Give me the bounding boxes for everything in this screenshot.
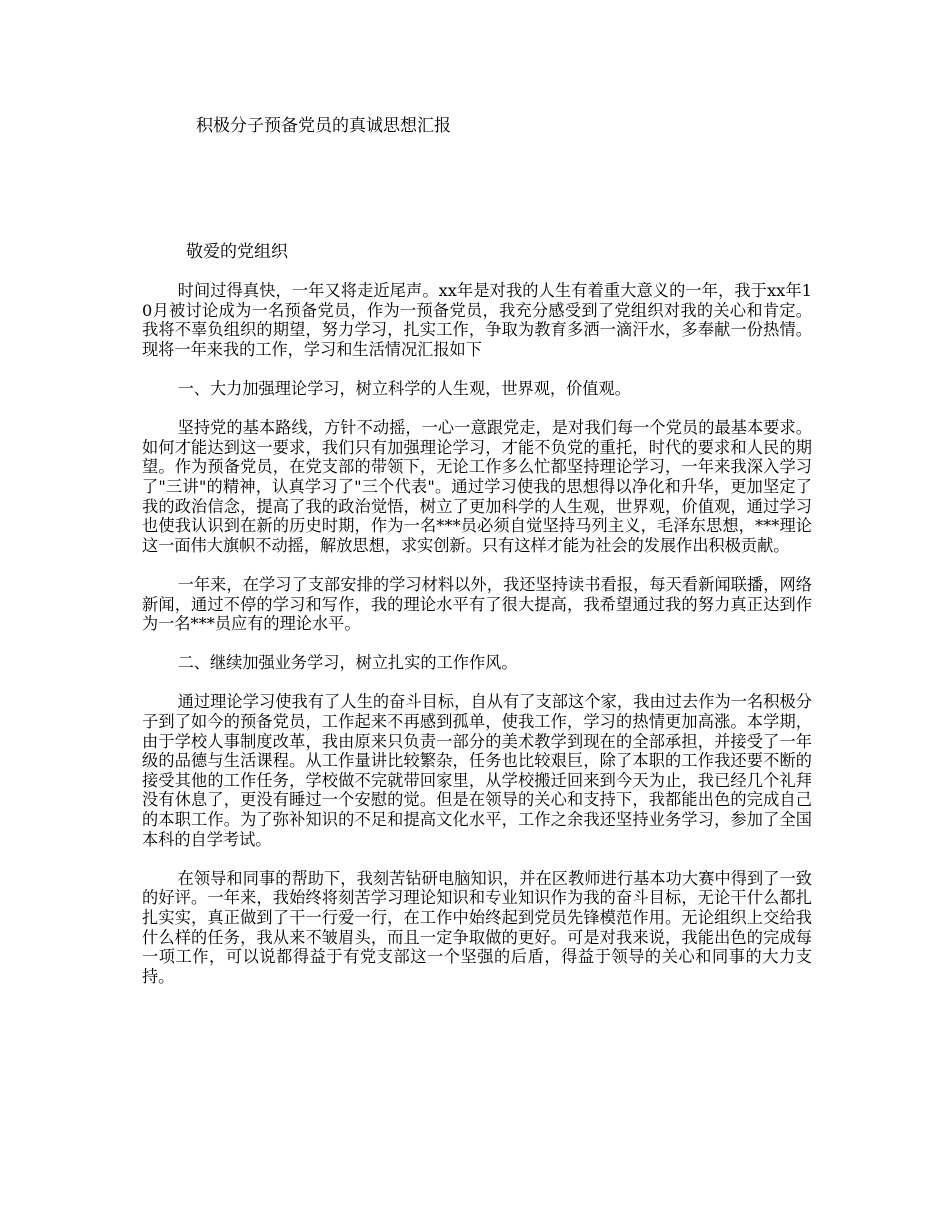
paragraph-support: 在领导和同事的帮助下，我刻苦钻研电脑知识，并在区教师进行基本功大赛中得到了一致的好评。一年来，我始终将刻苦学习理论知识和专业知识作为我的奋斗目标，无论干什么都扎扎实实，真正做到了干一行爱一行，在工作中始终起到党员先锋模范作用。无论组织上交给我什么样的任务，我从来不皱眉头，而且一定争取做的更好。可是对我来说，我能出色的完成每一项工作，可以说都得益于有党支部这一个坚强的后盾，得益于领导的关心和同事的大力支持。	[142, 868, 812, 986]
section-heading-1: 一、大力加强理论学习，树立科学的人生观，世界观，价值观。	[177, 378, 631, 398]
paragraph-intro: 时间过得真快，一年又将走近尾声。xx年是对我的人生有着重大意义的一年，我于xx年10月被讨论成为一名预备党员，作为一预备党员，我充分感受到了党组织对我的关心和肯定。我将不辜负组织的期望，努力学习，扎实工作，争取为教育多洒一滴汗水，多奉献一份热情。现将一年来我的工作，学习和生活情况汇报如下	[142, 281, 812, 359]
paragraph-work: 通过理论学习使我有了人生的奋斗目标，自从有了支部这个家，我由过去作为一名积极分子到了如今的预备党员，工作起来不再感到孤单，使我工作，学习的热情更加高涨。本学期，由于学校人事制度改革，我由原来只负责一部分的美术教学到现在的全部承担，并接受了一年级的品德与生活课程。从工作量讲比较繁杂，任务也比较艰巨，除了本职的工作我还要不断的接受其他的工作任务，学校做不完就带回家里，从学校搬迁回来到今天为止，我已经几个礼拜没有休息了，更没有睡过一个安慰的觉。但是在领导的关心和支持下，我都能出色的完成自己的本职工作。为了弥补知识的不足和提高文化水平，工作之余我还坚持业务学习，参加了全国本科的自学考试。	[142, 692, 812, 849]
paragraph-theory-study: 坚持党的基本路线，方针不动摇，一心一意跟党走，是对我们每一个党员的最基本要求。如何才能达到这一要求，我们只有加强理论学习，才能不负党的重托，时代的要求和人民的期望。作为预备党员，在党支部的带领下，无论工作多么忙都坚持理论学习，一年来我深入学习了"三讲"的精神，认真学习了"三个代表"。通过学习使我的思想得以净化和升华，更加坚定了我的政治信念，提高了我的政治觉悟，树立了更加科学的人生观，世界观，价值观，通过学习也使我认识到在新的历史时期，作为一名***员必须自觉坚持马列主义，毛泽东思想，***理论这一面伟大旗帜不动摇，解放思想，求实创新。只有这样才能为社会的发展作出积极贡献。	[142, 418, 812, 555]
salutation: 敬爱的党组织	[186, 242, 288, 262]
document-title: 积极分子预备党员的真诚思想汇报	[196, 116, 451, 136]
section-heading-2: 二、继续加强业务学习，树立扎实的工作作风。	[177, 653, 518, 673]
paragraph-reading: 一年来，在学习了支部安排的学习材料以外，我还坚持读书看报，每天看新闻联播，网络新闻，通过不停的学习和写作，我的理论水平有了很大提高，我希望通过我的努力真正达到作为一名***员应有的理论水平。	[142, 574, 812, 634]
document-body	[142, 281, 812, 1006]
